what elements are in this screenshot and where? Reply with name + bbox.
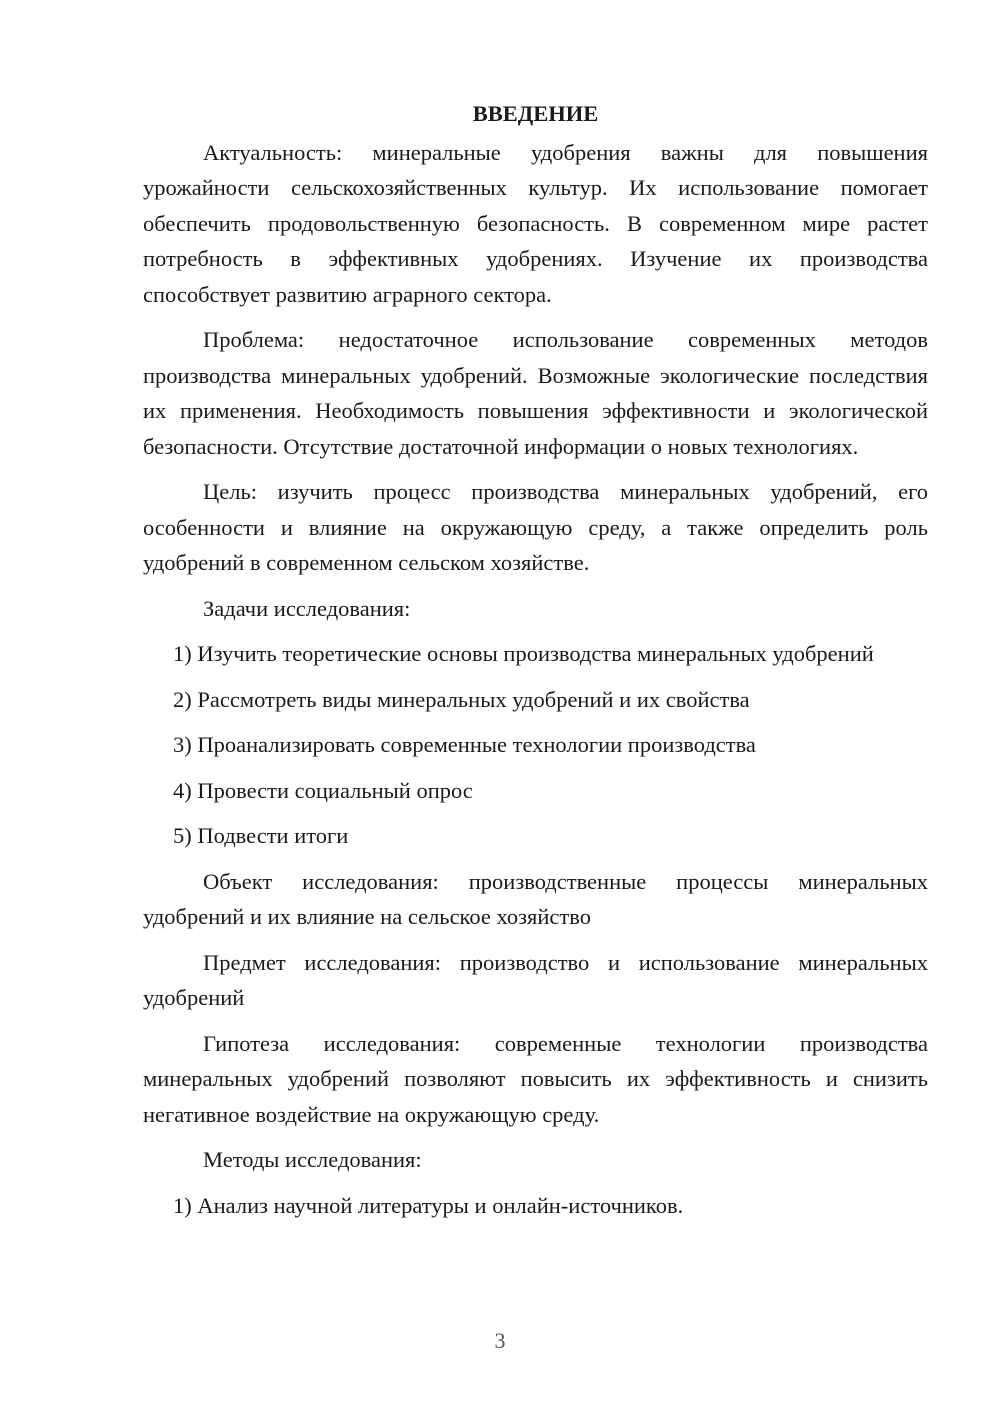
object-paragraph: Объект исследования: производственные процессы минеральных удобрений и их влияние на сельское хозяйство xyxy=(143,868,928,929)
task-item: 5) Подвести итоги xyxy=(173,823,349,848)
task-item: 4) Провести социальный опрос xyxy=(173,777,473,803)
method-item: 1) Анализ научной литературы и онлайн-источников. xyxy=(173,1192,684,1218)
relevance-paragraph: Актуальность: минеральные удобрения важны для повышения урожайности сельскохозяйственных культур. Их использование помогает обеспечить продовольственную безопасность. В современном мире растет потребность в эффективных удобрениях. Изучение их производства способствует развитию аграрного сектора. xyxy=(143,139,928,307)
page-number: 3 xyxy=(494,1328,506,1353)
subject-paragraph: Предмет исследования: производство и использование минеральных удобрений xyxy=(143,949,928,1010)
tasks-heading: Задачи исследования: xyxy=(203,595,411,621)
section-title: ВВЕДЕНИЕ xyxy=(472,101,599,126)
task-item: 3) Проанализировать современные технологии производства xyxy=(173,732,756,757)
problem-paragraph: Проблема: недостаточное использование современных методов производства минеральных удобрений. Возможные экологические последствия их применения. Необходимость повышения эффективности и экологической безопасности. Отсутствие достаточной информации о новых технологиях. xyxy=(143,327,928,459)
task-item: 1) Изучить теоретические основы производства минеральных удобрений xyxy=(173,641,874,666)
hypothesis-paragraph: Гипотеза исследования: современные технологии производства минеральных удобрений позволяют повысить их эффективность и снизить негативное воздействие на окружающую среду. xyxy=(143,1030,928,1127)
goal-paragraph: Цель: изучить процесс производства минеральных удобрений, его особенности и влияние на окружающую среду, а также определить роль удобрений в современном сельском хозяйстве. xyxy=(143,479,928,575)
page-content xyxy=(143,96,928,1233)
task-item: 2) Рассмотреть виды минеральных удобрений и их свойства xyxy=(173,686,750,712)
methods-heading: Методы исследования: xyxy=(203,1147,422,1172)
